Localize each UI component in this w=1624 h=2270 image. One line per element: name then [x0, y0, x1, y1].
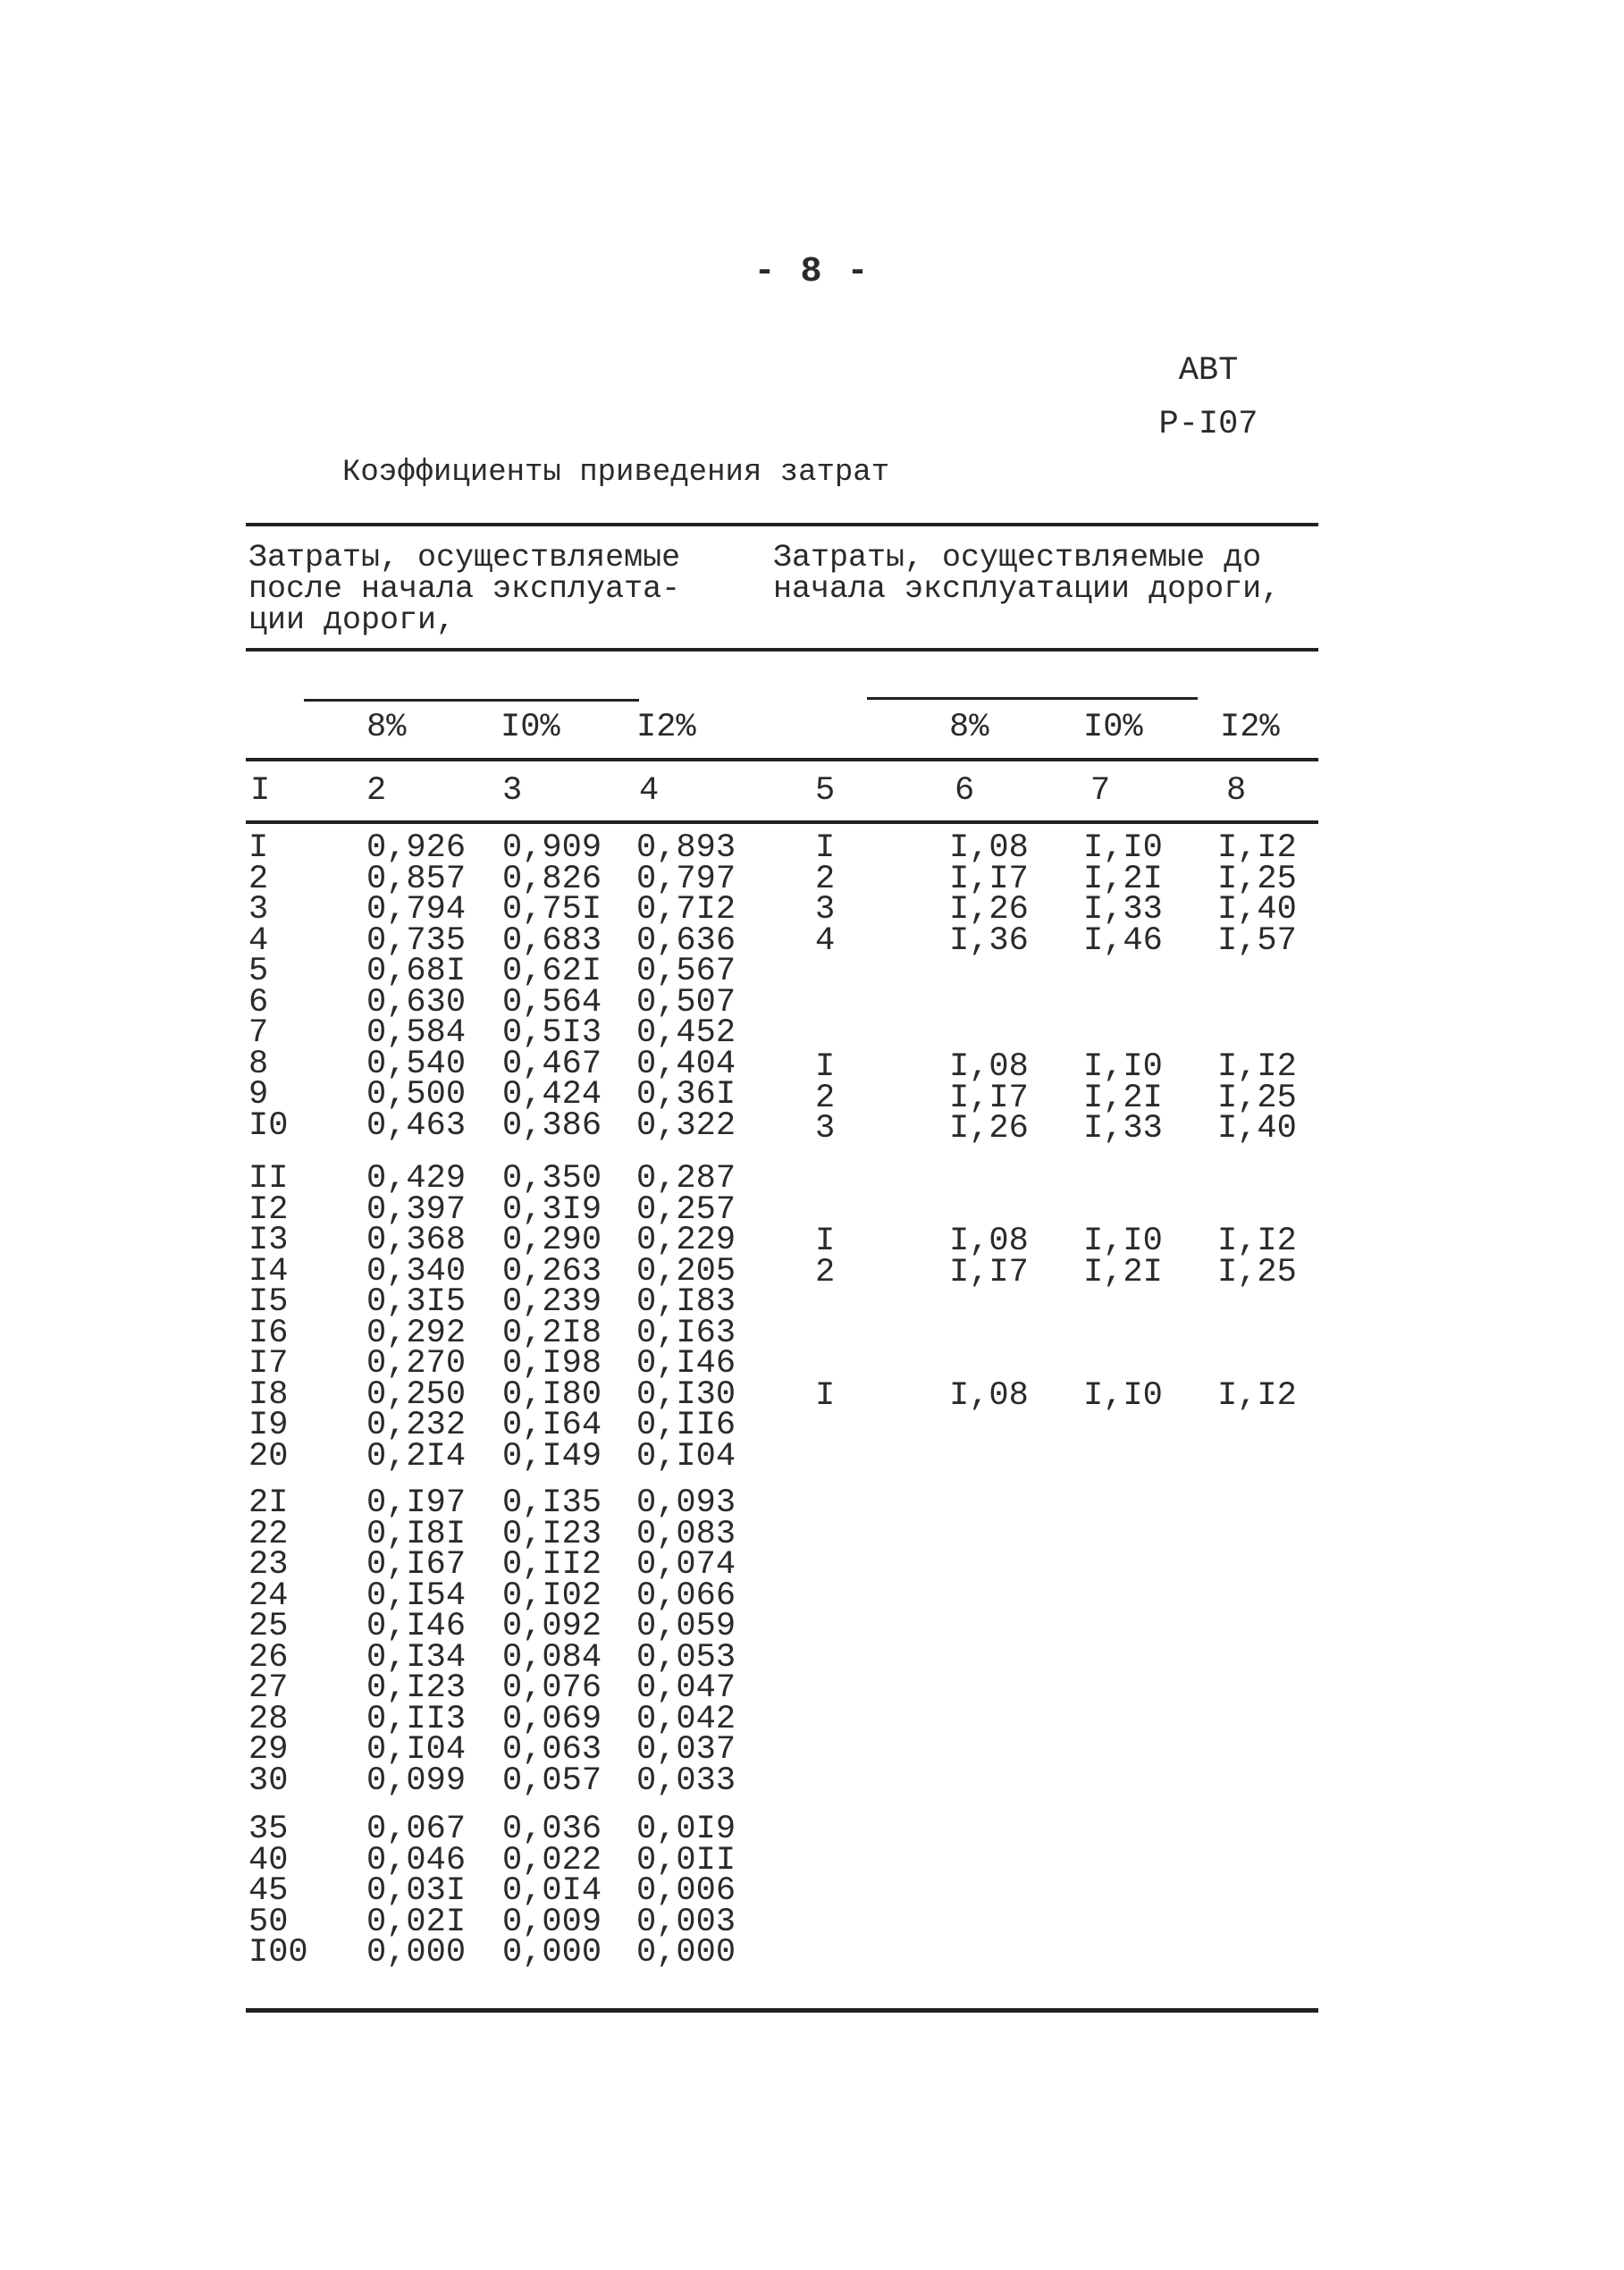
coef-12-cell: 0,36I — [636, 1076, 736, 1114]
coef-10-cell: 0,I49 — [502, 1437, 602, 1476]
coef-10-cell: 0,75I — [502, 891, 602, 929]
coef-8-cell: 0,000 — [366, 1934, 467, 1972]
year-cell: 45 — [248, 1872, 289, 1910]
coef-12-cell: 0,033 — [636, 1761, 736, 1800]
coef-12-cell: 0,636 — [636, 921, 736, 960]
year-cell: 2 — [248, 860, 269, 898]
coef-10-cell: 0,290 — [502, 1222, 602, 1259]
coef-before-8-cell: I,08 — [949, 1223, 1029, 1260]
coef-12-cell: 0,229 — [636, 1222, 736, 1259]
coef-10-cell: 0,386 — [502, 1106, 602, 1145]
year-cell: 9 — [248, 1076, 269, 1114]
coef-12-cell: 0,066 — [636, 1576, 736, 1615]
coef-8-cell: 0,I97 — [366, 1484, 467, 1522]
coef-8-cell: 0,232 — [366, 1407, 467, 1444]
year-cell: 26 — [248, 1638, 289, 1677]
coef-8-cell: 0,292 — [366, 1314, 467, 1352]
document-code-line: ABT — [1178, 352, 1239, 390]
coef-before-10-cell: I,2I — [1083, 1079, 1163, 1117]
coef-10-cell: 0,I23 — [502, 1515, 602, 1553]
year-cell: 20 — [248, 1437, 289, 1476]
year-before-cell: 4 — [815, 921, 836, 960]
year-cell: I4 — [248, 1252, 289, 1291]
coef-10-cell: 0,I64 — [502, 1407, 602, 1444]
coef-8-cell: 0,I04 — [366, 1731, 467, 1769]
year-cell: I00 — [248, 1934, 308, 1972]
year-before-cell: I — [815, 1223, 836, 1260]
coef-10-cell: 0,5I3 — [502, 1014, 602, 1052]
coef-12-cell: 0,I30 — [636, 1375, 736, 1414]
year-cell: 40 — [248, 1841, 289, 1879]
coef-before-8-cell: I,36 — [949, 921, 1029, 960]
coef-8-cell: 0,099 — [366, 1761, 467, 1800]
coef-8-cell: 0,250 — [366, 1375, 467, 1414]
coef-10-cell: 0,I98 — [502, 1345, 602, 1383]
year-before-cell: 2 — [815, 860, 836, 898]
coef-12-cell: 0,I04 — [636, 1437, 736, 1476]
coef-8-cell: 0,067 — [366, 1811, 467, 1848]
coef-before-10-cell: I,33 — [1083, 891, 1163, 929]
coef-before-12-cell: I,25 — [1217, 1079, 1297, 1117]
coef-8-cell: 0,02I — [366, 1903, 467, 1941]
coef-12-cell: 0,7I2 — [636, 891, 736, 929]
rate-group-rule-right — [867, 697, 1198, 700]
coef-8-cell: 0,340 — [366, 1252, 467, 1291]
coef-12-cell: 0,059 — [636, 1608, 736, 1645]
coef-8-cell: 0,II3 — [366, 1700, 467, 1738]
coef-10-cell: 0,826 — [502, 860, 602, 898]
coef-12-cell: 0,205 — [636, 1252, 736, 1291]
coef-12-cell: 0,893 — [636, 829, 736, 867]
column-number: 6 — [955, 772, 975, 810]
year-cell: 50 — [248, 1903, 289, 1941]
coef-10-cell: 0,350 — [502, 1160, 602, 1198]
column-number: 5 — [815, 772, 836, 810]
column-numbers-rule — [246, 820, 1318, 824]
year-cell: 29 — [248, 1731, 289, 1769]
coef-8-cell: 0,857 — [366, 860, 467, 898]
year-cell: I8 — [248, 1375, 289, 1414]
coef-10-cell: 0,036 — [502, 1811, 602, 1848]
coef-before-8-cell: I,I7 — [949, 1253, 1029, 1291]
coef-10-cell: 0,022 — [502, 1841, 602, 1879]
coef-8-cell: 0,630 — [366, 983, 467, 1022]
coef-before-10-cell: I,33 — [1083, 1110, 1163, 1148]
coef-before-10-cell: I,2I — [1083, 860, 1163, 898]
coef-before-8-cell: I,I7 — [949, 860, 1029, 898]
year-cell: 3 — [248, 891, 269, 929]
coef-before-12-cell: I,40 — [1217, 1110, 1297, 1148]
coef-12-cell: 0,I63 — [636, 1314, 736, 1352]
coef-before-12-cell: I,I2 — [1217, 1048, 1297, 1086]
coef-8-cell: 0,I67 — [366, 1546, 467, 1584]
page-number: - 8 - — [753, 252, 871, 292]
year-cell: I5 — [248, 1283, 289, 1321]
coef-10-cell: 0,239 — [502, 1283, 602, 1321]
rate-header: 8% — [366, 709, 407, 746]
coef-8-cell: 0,I46 — [366, 1608, 467, 1645]
coef-8-cell: 0,I34 — [366, 1638, 467, 1677]
coef-8-cell: 0,046 — [366, 1841, 467, 1879]
coef-10-cell: 0,263 — [502, 1252, 602, 1291]
year-cell: 8 — [248, 1045, 269, 1083]
coef-before-8-cell: I,26 — [949, 891, 1029, 929]
coef-10-cell: 0,057 — [502, 1761, 602, 1800]
coef-8-cell: 0,3I5 — [366, 1283, 467, 1321]
coef-before-8-cell: I,08 — [949, 829, 1029, 867]
year-before-cell: I — [815, 829, 836, 867]
year-before-cell: 3 — [815, 891, 836, 929]
year-cell: 7 — [248, 1014, 269, 1052]
column-number: 4 — [639, 772, 660, 810]
coef-12-cell: 0,0I9 — [636, 1811, 736, 1848]
coef-10-cell: 0,I80 — [502, 1375, 602, 1414]
year-cell: 5 — [248, 953, 269, 990]
year-cell: 28 — [248, 1700, 289, 1738]
coef-before-8-cell: I,26 — [949, 1110, 1029, 1148]
rate-header: I2% — [636, 709, 696, 746]
column-number: 3 — [502, 772, 523, 810]
top-rule — [246, 523, 1318, 526]
coef-12-cell: 0,037 — [636, 1731, 736, 1769]
year-cell: I — [248, 829, 269, 867]
coef-10-cell: 0,2I8 — [502, 1314, 602, 1352]
document-code — [1128, 344, 1289, 451]
year-cell: I7 — [248, 1345, 289, 1383]
coef-before-12-cell: I,25 — [1217, 860, 1297, 898]
year-cell: 27 — [248, 1669, 289, 1707]
coef-12-cell: 0,322 — [636, 1106, 736, 1145]
rate-header: I0% — [501, 709, 560, 746]
coef-12-cell: 0,053 — [636, 1638, 736, 1677]
coef-10-cell: 0,62I — [502, 953, 602, 990]
coef-12-cell: 0,042 — [636, 1700, 736, 1738]
coef-10-cell: 0,424 — [502, 1076, 602, 1114]
year-before-cell: 2 — [815, 1079, 836, 1117]
document-code-line: P-I07 — [1158, 406, 1258, 443]
coef-before-8-cell: I,I7 — [949, 1079, 1029, 1117]
coef-8-cell: 0,270 — [366, 1345, 467, 1383]
coef-12-cell: 0,507 — [636, 983, 736, 1022]
year-cell: I0 — [248, 1106, 289, 1145]
rate-header: 8% — [949, 709, 989, 746]
year-cell: 22 — [248, 1515, 289, 1553]
coef-10-cell: 0,II2 — [502, 1546, 602, 1584]
coef-before-12-cell: I,I2 — [1217, 1377, 1297, 1415]
coef-10-cell: 0,084 — [502, 1638, 602, 1677]
coef-8-cell: 0,368 — [366, 1222, 467, 1259]
year-cell: I6 — [248, 1314, 289, 1352]
year-cell: I3 — [248, 1222, 289, 1259]
coef-10-cell: 0,069 — [502, 1700, 602, 1738]
coef-12-cell: 0,047 — [636, 1669, 736, 1707]
coef-8-cell: 0,463 — [366, 1106, 467, 1145]
year-before-cell: I — [815, 1048, 836, 1086]
coef-8-cell: 0,03I — [366, 1872, 467, 1910]
coef-8-cell: 0,I8I — [366, 1515, 467, 1553]
column-number: I — [250, 772, 271, 810]
coef-12-cell: 0,797 — [636, 860, 736, 898]
coef-8-cell: 0,584 — [366, 1014, 467, 1052]
coef-10-cell: 0,564 — [502, 983, 602, 1022]
coef-12-cell: 0,0II — [636, 1841, 736, 1879]
coef-12-cell: 0,083 — [636, 1515, 736, 1553]
rate-group-rule-left — [304, 699, 639, 702]
coef-before-10-cell: I,I0 — [1083, 1048, 1163, 1086]
bottom-rule — [246, 2008, 1318, 2013]
rate-header: I0% — [1083, 709, 1143, 746]
header-left: Затраты, осуществляемые после начала эксплуата- ции дороги, — [248, 540, 681, 638]
coef-10-cell: 0,909 — [502, 829, 602, 867]
coef-8-cell: 0,2I4 — [366, 1437, 467, 1476]
column-number: 7 — [1090, 772, 1111, 810]
coef-10-cell: 0,092 — [502, 1608, 602, 1645]
year-before-cell: 2 — [815, 1253, 836, 1291]
coef-before-8-cell: I,08 — [949, 1377, 1029, 1415]
column-number: 2 — [366, 772, 387, 810]
coef-12-cell: 0,I46 — [636, 1345, 736, 1383]
coef-8-cell: 0,540 — [366, 1045, 467, 1083]
year-cell: 25 — [248, 1608, 289, 1645]
coef-10-cell: 0,467 — [502, 1045, 602, 1083]
coef-10-cell: 0,076 — [502, 1669, 602, 1707]
coef-12-cell: 0,II6 — [636, 1407, 736, 1444]
coef-12-cell: 0,287 — [636, 1160, 736, 1198]
year-before-cell: 3 — [815, 1110, 836, 1148]
coef-8-cell: 0,429 — [366, 1160, 467, 1198]
coef-12-cell: 0,257 — [636, 1190, 736, 1229]
coef-8-cell: 0,794 — [366, 891, 467, 929]
coef-10-cell: 0,000 — [502, 1934, 602, 1972]
coef-12-cell: 0,452 — [636, 1014, 736, 1052]
coef-8-cell: 0,926 — [366, 829, 467, 867]
year-cell: 6 — [248, 983, 269, 1022]
year-cell: 2I — [248, 1484, 289, 1522]
coef-12-cell: 0,074 — [636, 1546, 736, 1584]
coef-before-10-cell: I,I0 — [1083, 829, 1163, 867]
coef-10-cell: 0,009 — [502, 1903, 602, 1941]
coef-8-cell: 0,I54 — [366, 1576, 467, 1615]
coef-before-12-cell: I,I2 — [1217, 1223, 1297, 1260]
coef-before-12-cell: I,57 — [1217, 921, 1297, 960]
coef-before-10-cell: I,I0 — [1083, 1223, 1163, 1260]
coef-before-12-cell: I,I2 — [1217, 829, 1297, 867]
column-number: 8 — [1226, 772, 1247, 810]
year-cell: 4 — [248, 921, 269, 960]
year-before-cell: I — [815, 1377, 836, 1415]
year-cell: I9 — [248, 1407, 289, 1444]
header-right: Затраты, осуществляемые до начала эксплуатации дороги, — [773, 540, 1281, 607]
coef-before-10-cell: I,46 — [1083, 921, 1163, 960]
coef-before-8-cell: I,08 — [949, 1048, 1029, 1086]
coef-12-cell: 0,404 — [636, 1045, 736, 1083]
coef-10-cell: 0,683 — [502, 921, 602, 960]
coef-12-cell: 0,003 — [636, 1903, 736, 1941]
coef-12-cell: 0,567 — [636, 953, 736, 990]
rate-header: I2% — [1220, 709, 1280, 746]
coef-8-cell: 0,68I — [366, 953, 467, 990]
coef-8-cell: 0,500 — [366, 1076, 467, 1114]
coef-8-cell: 0,735 — [366, 921, 467, 960]
table-title: Коэффициенты приведения затрат — [342, 456, 890, 490]
coef-before-10-cell: I,2I — [1083, 1253, 1163, 1291]
header-rule — [246, 648, 1318, 652]
coef-before-12-cell: I,25 — [1217, 1253, 1297, 1291]
coef-8-cell: 0,397 — [366, 1190, 467, 1229]
year-cell: 23 — [248, 1546, 289, 1584]
year-cell: II — [248, 1160, 289, 1198]
year-cell: I2 — [248, 1190, 289, 1229]
coef-10-cell: 0,I02 — [502, 1576, 602, 1615]
coef-12-cell: 0,093 — [636, 1484, 736, 1522]
coef-10-cell: 0,0I4 — [502, 1872, 602, 1910]
coef-12-cell: 0,006 — [636, 1872, 736, 1910]
year-cell: 35 — [248, 1811, 289, 1848]
coef-before-12-cell: I,40 — [1217, 891, 1297, 929]
coef-before-10-cell: I,I0 — [1083, 1377, 1163, 1415]
coef-10-cell: 0,063 — [502, 1731, 602, 1769]
coef-8-cell: 0,I23 — [366, 1669, 467, 1707]
coef-12-cell: 0,I83 — [636, 1283, 736, 1321]
coef-10-cell: 0,I35 — [502, 1484, 602, 1522]
coef-10-cell: 0,3I9 — [502, 1190, 602, 1229]
year-cell: 30 — [248, 1761, 289, 1800]
rates-rule — [246, 758, 1318, 761]
year-cell: 24 — [248, 1576, 289, 1615]
coef-12-cell: 0,000 — [636, 1934, 736, 1972]
